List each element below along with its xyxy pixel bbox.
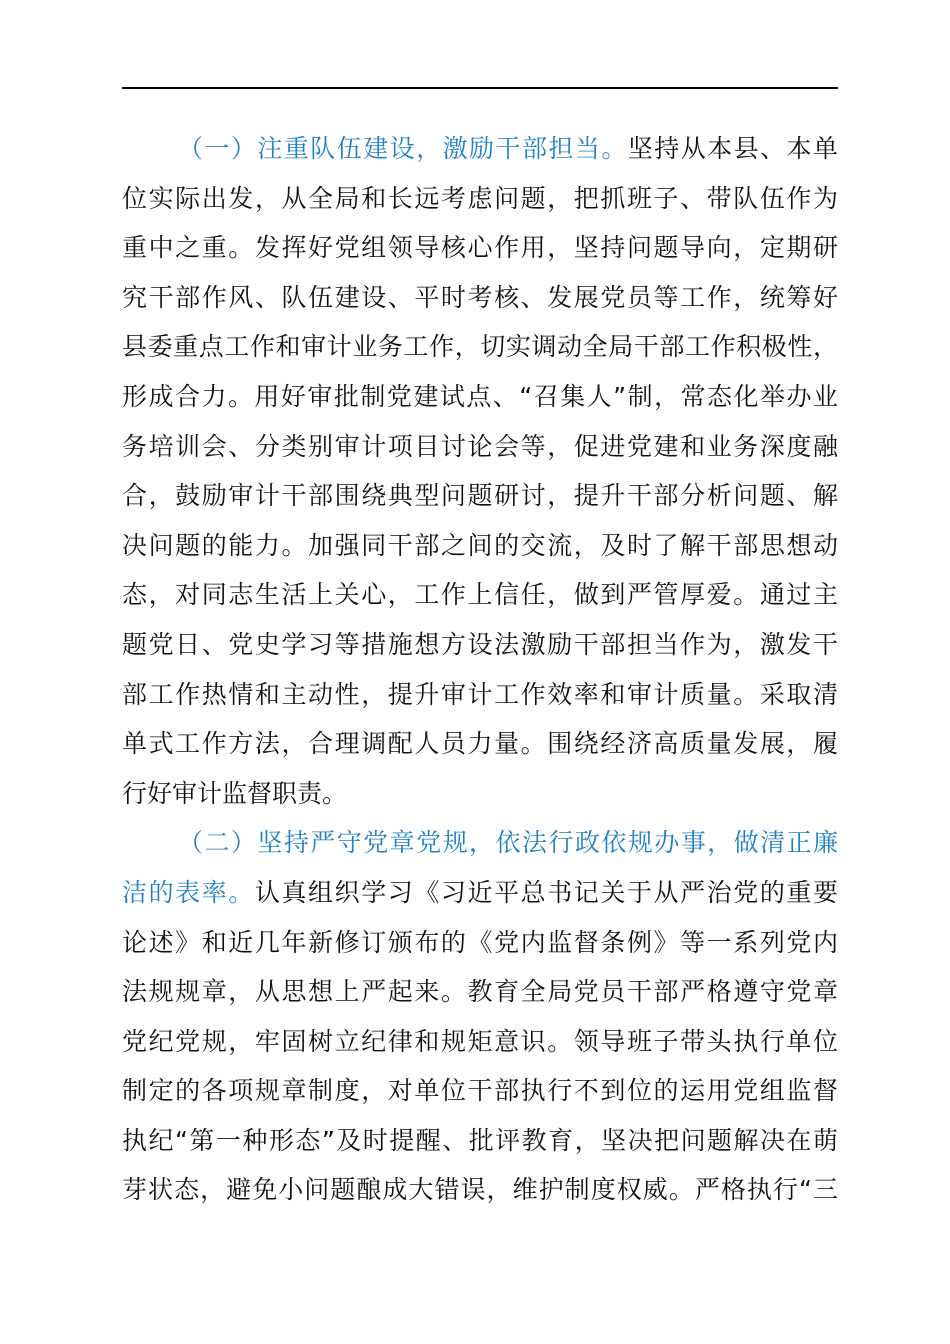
paragraph-1-line-5: 县委重点工作和审计业务工作，切实调动全局干部工作积极性， bbox=[122, 332, 838, 362]
paragraph-1-line-6: 形成合力。用好审批制党建试点、“召集人”制，常态化举办业 bbox=[122, 381, 838, 411]
paragraph-1-line-4: 究干部作风、队伍建设、平时考核、发展党员等工作，统筹好 bbox=[122, 282, 838, 312]
header-rule bbox=[122, 87, 838, 89]
paragraph-2-line-3: 论述》和近几年新修订颁布的《党内监督条例》等一系列党内 bbox=[122, 927, 838, 957]
paragraph-1-line-11: 题党日、党史学习等措施想方设法激励干部担当作为，激发干 bbox=[122, 629, 838, 659]
paragraph-1-line-10: 态，对同志生活上关心，工作上信任，做到严管厚爱。通过主 bbox=[122, 580, 838, 610]
paragraph-1-line-1 bbox=[122, 124, 838, 174]
paragraph-1-line-3: 重中之重。发挥好党组领导核心作用，坚持问题导向，定期研 bbox=[122, 233, 838, 263]
paragraph-1-line-13: 单式工作方法，合理调配人员力量。围绕经济高质量发展，履 bbox=[122, 729, 838, 759]
paragraph-1-line-12: 部工作热情和主动性，提升审计工作效率和审计质量。采取清 bbox=[122, 679, 838, 709]
paragraph-1-line-7: 务培训会、分类别审计项目讨论会等，促进党建和业务深度融 bbox=[122, 431, 838, 461]
paragraph-1-line-9: 决问题的能力。加强同干部之间的交流，及时了解干部思想动 bbox=[122, 530, 838, 560]
paragraph-1-line-14: 行好审计监督职责。 bbox=[122, 778, 348, 808]
paragraph-2-line-2 bbox=[122, 868, 838, 918]
paragraph-2-line-1 bbox=[122, 818, 838, 868]
paragraph-1-line-8: 合，鼓励审计干部围绕典型问题研讨，提升干部分析问题、解 bbox=[122, 481, 838, 511]
paragraph-2-line-6: 制定的各项规章制度，对单位干部执行不到位的运用党组监督 bbox=[122, 1076, 838, 1106]
paragraph-2-line-5: 党纪党规，牢固树立纪律和规矩意识。领导班子带头执行单位 bbox=[122, 1026, 838, 1056]
document-body bbox=[122, 124, 838, 1215]
line-text: 认真组织学习《习近平总书记关于从严治党的重要 bbox=[254, 877, 838, 907]
section-heading-1: （一）注重队伍建设，激励干部担当。 bbox=[178, 134, 628, 163]
paragraph-2-line-4: 法规规章，从思想上严起来。教育全局党员干部严格遵守党章 bbox=[122, 977, 838, 1007]
paragraph-2-line-8: 芽状态，避免小问题酿成大错误，维护制度权威。严格执行“三 bbox=[122, 1175, 838, 1205]
line-text: 坚持从本县、本单 bbox=[627, 134, 838, 163]
paragraph-2-line-7: 执纪“第一种形态”及时提醒、批评教育，坚决把问题解决在萌 bbox=[122, 1125, 838, 1155]
paragraph-1-line-2: 位实际出发，从全局和长远考虑问题，把抓班子、带队伍作为 bbox=[122, 183, 838, 213]
section-heading-2: （二）坚持严守党章党规，依法行政依规办事，做清正廉 bbox=[178, 828, 838, 858]
section-heading-2-cont: 洁的表率。 bbox=[122, 877, 255, 907]
